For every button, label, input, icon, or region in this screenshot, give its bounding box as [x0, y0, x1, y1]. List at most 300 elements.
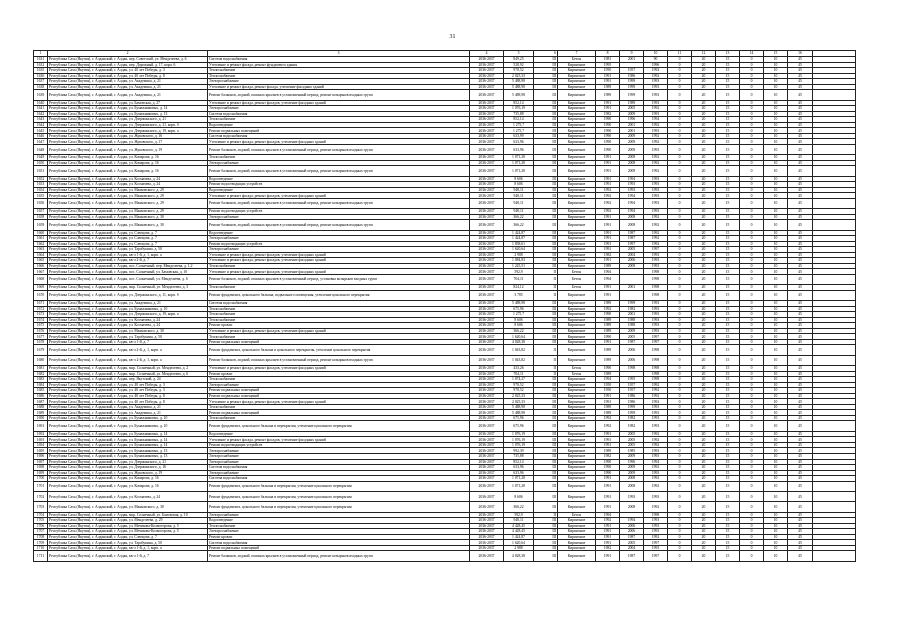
table-cell: 45 — [788, 182, 813, 188]
table-cell: 1 071,28 — [504, 476, 534, 482]
table-cell: Утепление и ремонт фасада, ремонт фасадов, утепление фасадных зданий — [208, 100, 470, 106]
table-cell: III — [534, 534, 558, 540]
table-cell: 1998 — [644, 512, 668, 518]
table-cell: 1991 — [596, 442, 620, 448]
table-cell: 0 — [740, 431, 764, 437]
table-cell: 20 — [692, 68, 716, 74]
table-cell: 45 — [788, 122, 813, 128]
table-cell: 45 — [788, 410, 813, 416]
table-cell: 0 — [740, 117, 764, 123]
table-cell: 1992 — [644, 437, 668, 443]
table-cell: Республика Саха (Якутия), г. Алданский, г. Алдан, ул. Тарабукина, д. 50 — [48, 247, 208, 253]
table-cell: 20 — [692, 382, 716, 388]
table-cell: Кирпичное — [558, 214, 596, 220]
table-cell: 20 — [692, 274, 716, 284]
table-cell: III — [534, 247, 558, 253]
table-cell: 1993 — [644, 421, 668, 431]
table-cell: 2036-2037 — [470, 193, 504, 199]
table-cell: 20 — [692, 263, 716, 269]
table-cell: 2006 — [620, 523, 644, 529]
table-cell: 1993 — [644, 518, 668, 524]
table-cell: 1992 — [596, 421, 620, 431]
table-cell: 2036-2037 — [470, 117, 504, 123]
table-cell: 1997 — [644, 540, 668, 546]
table-cell: 2036-2037 — [470, 312, 504, 318]
table-cell: 0 — [668, 442, 692, 448]
table-cell: 2004 — [620, 252, 644, 258]
table-cell: 0 — [668, 269, 692, 275]
table-cell: III — [534, 431, 558, 437]
table-cell: 675,96 — [504, 306, 534, 312]
table-cell: 849,25 — [504, 57, 534, 63]
table-cell: 366,22 — [504, 502, 534, 512]
table-cell: 10 — [764, 100, 788, 106]
table-cell: 2036-2037 — [470, 545, 504, 551]
table-cell: 10 — [764, 404, 788, 410]
table-cell: Республика Саха (Якутия), г. Алданский, г. Алдан, ул. Космачева, д. 24 — [48, 323, 208, 329]
table-cell: Утепление и ремонт фасада, ремонт фасадов, утепление фасадных зданий — [208, 366, 470, 372]
table-cell: 15 — [716, 551, 740, 561]
table-cell: 0 — [668, 421, 692, 431]
table-cell: 45 — [788, 339, 813, 345]
table-cell: 20 — [692, 465, 716, 471]
table-cell: 0 — [740, 476, 764, 482]
table-cell: 1693 — [34, 437, 48, 443]
table-cell: 1990 — [596, 334, 620, 340]
table-cell: Утепление и ремонт фасада, ремонт фасадов, утепление фасадных зданий — [208, 252, 470, 258]
table-cell: III — [534, 306, 558, 312]
table-cell: 0 — [740, 128, 764, 134]
table-cell: 1982 — [620, 306, 644, 312]
table-cell: 15 — [716, 144, 740, 154]
table-cell: 978,52 — [504, 388, 534, 394]
table-cell: 10 — [764, 214, 788, 220]
table-cell: 1993 — [644, 410, 668, 416]
table-cell: Утепление и ремонт фасада, ремонт фасадов, утепление фасадных зданий — [208, 139, 470, 145]
table-cell: 0 — [668, 312, 692, 318]
table-cell: III — [534, 470, 558, 476]
table-cell: 1982 — [620, 415, 644, 421]
table-cell: III — [534, 106, 558, 112]
table-cell: Республика Саха (Якутия), г. Алданский, г. Алдан, ул. Менделеева, д. 29 — [48, 518, 208, 524]
table-cell: Кирпичное — [558, 382, 596, 388]
table-cell: Электроснабжение — [208, 79, 470, 85]
table-cell: Кирпичное — [558, 476, 596, 482]
table-cell: 20 — [692, 431, 716, 437]
table-cell: II — [534, 274, 558, 284]
table-cell: Утепление и ремонт фасада, ремонт фасадов, утепление фасадных зданий — [208, 399, 470, 405]
table-cell: 0 — [668, 139, 692, 145]
table-cell: 1655 — [34, 193, 48, 199]
table-cell: 15 — [716, 323, 740, 329]
table-cell: 1 084,83 — [504, 258, 534, 264]
table-cell: 1676 — [34, 328, 48, 334]
table-cell: 15 — [716, 512, 740, 518]
table-cell: 1994 — [644, 117, 668, 123]
table-cell: 1993 — [644, 144, 668, 154]
table-cell: 45 — [788, 57, 813, 63]
table-cell: Республика Саха (Якутия), г. Алданский, г. Алдан, ул. 40 лет Победы, д. 8 — [48, 73, 208, 79]
table-cell: Кирпичное — [558, 166, 596, 176]
table-cell: 20 — [692, 523, 716, 529]
table-cell: 2036-2037 — [470, 529, 504, 535]
table-cell: 2009 — [620, 465, 644, 471]
table-cell: Кирпичное — [558, 79, 596, 85]
table-cell: 20 — [692, 73, 716, 79]
table-cell: Теплоснабжение — [208, 155, 470, 161]
table-cell: 0 — [740, 481, 764, 491]
table-cell: 20 — [692, 404, 716, 410]
table-cell: 948,11 — [504, 193, 534, 199]
table-cell: 0 — [740, 155, 764, 161]
table-cell: 15 — [716, 57, 740, 63]
table-cell: 1993 — [644, 470, 668, 476]
table-cell: 1982 — [596, 111, 620, 117]
table-cell: 10 — [764, 491, 788, 501]
table-cell: 1991 — [596, 182, 620, 188]
table-cell: 2036-2037 — [470, 73, 504, 79]
table-cell: 852,14 — [504, 117, 534, 123]
table-cell: 1998 — [644, 366, 668, 372]
table-cell: 1991 — [596, 534, 620, 540]
table-cell: 1992 — [644, 155, 668, 161]
table-cell: 2036-2037 — [470, 182, 504, 188]
table-cell: 10 — [764, 481, 788, 491]
table-cell: 992,39 — [504, 448, 534, 454]
table-cell: 45 — [788, 529, 813, 535]
table-cell: 1987 — [620, 339, 644, 345]
table-cell: Республика Саха (Якутия), г. Алданский, г. Алдан, ул. Комарова, д. 16 — [48, 166, 208, 176]
table-cell: Кирпичное — [558, 198, 596, 208]
table-cell: Республика Саха (Якутия), г. Алданский, г. Алдан, пос. Солнечный, пер. Менделеева, д. 1,2 — [48, 263, 208, 269]
table-cell: Республика Саха (Якутия), г. Алданский, г. Алдан, мкр. Солнечный, ул. Менделеева, д. 6 — [48, 371, 208, 377]
table-cell: 1989 — [596, 90, 620, 100]
table-cell: 20 — [692, 481, 716, 491]
table-cell: Республика Саха (Якутия), г. Алданский, г. Алдан, ул. Академика, д. 21 — [48, 90, 208, 100]
table-cell: 0 — [668, 388, 692, 394]
table-cell: 0 — [740, 540, 764, 546]
table-cell: III — [534, 551, 558, 561]
table-cell: 0 — [668, 187, 692, 193]
table-cell: 2036-2037 — [470, 470, 504, 476]
table-cell: 2005 — [620, 437, 644, 443]
table-cell: 15 — [716, 453, 740, 459]
table-cell: 1999 — [620, 90, 644, 100]
table-cell: 0 — [740, 534, 764, 540]
table-cell: 1 074,27 — [504, 377, 534, 383]
table-cell: 45 — [788, 263, 813, 269]
table-cell: 1993 — [644, 176, 668, 182]
table-cell: 1998 — [644, 377, 668, 383]
page-number: 31 — [449, 34, 456, 40]
table-cell: III — [534, 339, 558, 345]
table-cell: 15 — [716, 523, 740, 529]
table-cell: 10 — [764, 437, 788, 443]
table-cell: Кирпичное — [558, 106, 596, 112]
table-cell: Кирпичное — [558, 84, 596, 90]
table-cell: 2001 — [620, 312, 644, 318]
table-cell: 2036-2037 — [470, 160, 504, 166]
table-cell: 10 — [764, 290, 788, 300]
table-cell: 1994 — [596, 512, 620, 518]
table-cell: 1662 — [34, 241, 48, 247]
table-cell: 0 — [740, 306, 764, 312]
table-cell: 1637 — [34, 79, 48, 85]
table-cell: 15 — [716, 377, 740, 383]
table-cell: 20 — [692, 442, 716, 448]
table-cell: 1998 — [644, 274, 668, 284]
table-cell: 1991 — [596, 247, 620, 253]
table-cell: 45 — [788, 404, 813, 410]
table-cell: 0 — [740, 160, 764, 166]
table-cell: 1989 — [596, 323, 620, 329]
table-cell: 45 — [788, 540, 813, 546]
table-cell: 2036-2037 — [470, 476, 504, 482]
table-cell: 10 — [764, 269, 788, 275]
table-cell: III — [534, 410, 558, 416]
table-cell: Республика Саха (Якутия), г. Алданский, г. Алдан, ул. Маяковского, д. 29 — [48, 187, 208, 193]
table-cell: 20 — [692, 317, 716, 323]
table-cell: 45 — [788, 160, 813, 166]
table-cell: III — [534, 459, 558, 465]
table-cell: 1992 — [596, 193, 620, 199]
table-cell: 15 — [716, 534, 740, 540]
table-cell: 0 — [740, 334, 764, 340]
table-cell: III — [534, 236, 558, 242]
table-cell: III — [534, 187, 558, 193]
table-cell: 1644 — [34, 122, 48, 128]
table-cell: 2036-2037 — [470, 323, 504, 329]
table-cell: 1992 — [596, 415, 620, 421]
table-cell: Республика Саха (Якутия), г. Алданский, г. Алдан, кв-л 1-й, д. 1, корп. а — [48, 252, 208, 258]
table-cell: 0 — [740, 214, 764, 220]
table-cell: 0 — [668, 345, 692, 355]
table-cell: 2008 — [620, 160, 644, 166]
table-cell: 10 — [764, 540, 788, 546]
table-cell: 20 — [692, 371, 716, 377]
table-cell: Республика Саха (Якутия), г. Алданский, г. Алдан, ул. Жуковского, д. 19 — [48, 470, 208, 476]
table-cell: 45 — [788, 534, 813, 540]
table-cell: 20 — [692, 551, 716, 561]
table-cell: 20 — [692, 258, 716, 264]
table-cell: 45 — [788, 306, 813, 312]
table-cell: 1659 — [34, 220, 48, 230]
table-cell: 10 — [764, 371, 788, 377]
table-cell: 0 — [740, 421, 764, 431]
row-filler — [813, 345, 856, 355]
table-cell: III — [534, 84, 558, 90]
table-cell: 15 — [716, 470, 740, 476]
table-cell: 1992 — [644, 236, 668, 242]
table-cell: 2036-2037 — [470, 139, 504, 145]
table-cell: 1992 — [644, 442, 668, 448]
table-cell: 1957 — [620, 68, 644, 74]
table-cell: 1989 — [596, 263, 620, 269]
table-cell: III — [534, 263, 558, 269]
table-cell: Ремонт водоотводящих устройств — [208, 209, 470, 215]
table-cell: III — [534, 209, 558, 215]
table-cell: 20 — [692, 247, 716, 253]
table-cell: 2008 — [620, 214, 644, 220]
table-cell: 45 — [788, 371, 813, 377]
table-cell: 0 — [740, 209, 764, 215]
table-cell: 15 — [716, 393, 740, 399]
table-cell: Республика Саха (Якутия), г. Алданский, г. Алдан, ул. Тарабукина, д. 50 — [48, 334, 208, 340]
table-cell: 10 — [764, 442, 788, 448]
table-cell: 1993 — [644, 187, 668, 193]
table-cell: 1988 — [620, 317, 644, 323]
table-cell: 0 — [740, 317, 764, 323]
table-cell: 1686 — [34, 393, 48, 399]
table-cell: Республика Саха (Якутия), г. Алданский, г. Алдан, ул. 40 лет Победы, д. 3 — [48, 388, 208, 394]
table-cell: 0 — [668, 122, 692, 128]
table-cell: 0 — [668, 247, 692, 253]
row-filler — [813, 90, 856, 100]
table-cell: 3 785 — [504, 290, 534, 300]
table-cell: 1989 — [620, 100, 644, 106]
table-cell: 20 — [692, 290, 716, 300]
table-cell: 633,96 — [504, 144, 534, 154]
table-cell: Кирпичное — [558, 160, 596, 166]
table-cell: 8 606 — [504, 323, 534, 329]
table-cell: 1692 — [34, 431, 48, 437]
table-cell: 20 — [692, 345, 716, 355]
table-cell: 1641 — [34, 106, 48, 112]
table-cell: Республика Саха (Якутия), г. Алданский, г. Алдан, ул. Дзержинского, д. 19, корп. а — [48, 312, 208, 318]
table-cell: 1992 — [644, 166, 668, 176]
table-row — [34, 481, 856, 491]
table-cell: 1701 — [34, 481, 48, 491]
table-cell: III — [534, 214, 558, 220]
table-cell: 1994 — [596, 274, 620, 284]
table-cell: 20 — [692, 176, 716, 182]
table-cell: 45 — [788, 481, 813, 491]
table-cell: 45 — [788, 128, 813, 134]
table-cell: 1679 — [34, 345, 48, 355]
table-cell: Республика Саха (Якутия), г. Алданский, г. Алдан, ул. Маяковского, д. 30 — [48, 220, 208, 230]
table-cell: 1992 — [644, 476, 668, 482]
table-cell: 1991 — [596, 155, 620, 161]
table-cell: III — [534, 160, 558, 166]
table-cell: Теплоснабжение — [208, 404, 470, 410]
table-cell: 20 — [692, 236, 716, 242]
table-cell: 2036-2037 — [470, 214, 504, 220]
table-cell: III — [534, 176, 558, 182]
table-cell: 1993 — [644, 323, 668, 329]
table-cell: 0 — [740, 551, 764, 561]
table-cell: III — [534, 476, 558, 482]
table-cell: 948,11 — [504, 198, 534, 208]
table-cell: 10 — [764, 323, 788, 329]
table-cell: 20 — [692, 355, 716, 365]
table-cell: Республика Саха (Якутия), г. Алданский, г. Алдан, ул. Бумажниковых, д. 14 — [48, 442, 208, 448]
table-cell: Республика Саха (Якутия), г. Алданский, г. Алдан, ул. Слепцова, д. 7 — [48, 534, 208, 540]
column-number: 11 — [668, 51, 692, 57]
table-cell: 15 — [716, 155, 740, 161]
table-cell: 10 — [764, 166, 788, 176]
table-cell: 1639 — [34, 90, 48, 100]
table-cell: 0 — [740, 545, 764, 551]
table-cell: 0 — [740, 459, 764, 465]
table-cell: Ремонт подвальных помещений — [208, 128, 470, 134]
table-cell: 0 — [740, 274, 764, 284]
table-cell: Кирпичное — [558, 111, 596, 117]
table-cell: 8 606 — [504, 176, 534, 182]
table-row — [34, 355, 856, 365]
table-cell: 15 — [716, 182, 740, 188]
table-cell: 1657 — [34, 209, 48, 215]
table-cell: 0 — [668, 476, 692, 482]
table-cell: 10 — [764, 57, 788, 63]
table-cell: 0 — [668, 459, 692, 465]
column-number: 6 — [534, 51, 558, 57]
table-cell: 1 076,19 — [504, 431, 534, 437]
table-cell: 1992 — [644, 133, 668, 139]
table-cell: 20 — [692, 198, 716, 208]
table-cell: 0 — [740, 312, 764, 318]
table-cell: III — [534, 133, 558, 139]
table-cell: III — [534, 220, 558, 230]
table-cell: 8 606 — [504, 317, 534, 323]
table-cell: 2036-2037 — [470, 236, 504, 242]
table-cell: 0 — [740, 502, 764, 512]
table-cell: 0 — [740, 106, 764, 112]
table-cell: 1992 — [644, 382, 668, 388]
table-cell: 0 — [668, 545, 692, 551]
table-cell: 1707 — [34, 529, 48, 535]
table-cell: 1991 — [596, 551, 620, 561]
table-cell: 1991 — [596, 230, 620, 236]
table-cell: 0 — [668, 155, 692, 161]
table-cell: 10 — [764, 476, 788, 482]
table-cell: 15 — [716, 371, 740, 377]
table-cell: Бетон — [558, 269, 596, 275]
table-cell: 20 — [692, 241, 716, 247]
table-cell: 1993 — [644, 193, 668, 199]
table-cell: Кирпичное — [558, 491, 596, 501]
table-cell: Республика Саха (Якутия), г. Алданский, г. Алдан, ул. Бумажниковых, д. 13 — [48, 111, 208, 117]
table-cell: III — [534, 100, 558, 106]
table-cell: Кирпичное — [558, 301, 596, 307]
table-cell: 2036-2037 — [470, 404, 504, 410]
table-row — [34, 90, 856, 100]
table-cell: 0 — [668, 193, 692, 199]
table-cell: Бетон — [558, 285, 596, 291]
table-cell: Ремонт водоотводящих устройств — [208, 182, 470, 188]
table-cell: Республика Саха (Якутия), г. Алданский, г. Алдан, ул. Мечикова-Колмогорова, д. 5 — [48, 529, 208, 535]
table-cell: II — [534, 512, 558, 518]
table-cell: Кирпичное — [558, 263, 596, 269]
table-cell: 2036-2037 — [470, 285, 504, 291]
table-cell: 1998 — [620, 366, 644, 372]
column-number: 4 — [470, 51, 504, 57]
table-cell: 20 — [692, 306, 716, 312]
table-cell: 0 — [740, 79, 764, 85]
table-cell: 2036-2037 — [470, 388, 504, 394]
table-cell: Кирпичное — [558, 393, 596, 399]
table-cell: III — [534, 465, 558, 471]
table-cell: 1989 — [596, 317, 620, 323]
table-cell: 1992 — [644, 241, 668, 247]
table-cell: Республика Саха (Якутия), г. Алданский, г. Алдан, ул. Дзержинского, д. 16 — [48, 465, 208, 471]
table-cell: 2036-2037 — [470, 410, 504, 416]
table-cell: 10 — [764, 512, 788, 518]
table-cell: 2036-2037 — [470, 269, 504, 275]
table-cell: 366,22 — [504, 214, 534, 220]
table-cell: 45 — [788, 144, 813, 154]
table-cell: 20 — [692, 128, 716, 134]
table-cell: Республика Саха (Якутия), г. Алданский, г. Алдан, ул. Бумажниковых, д. 14 — [48, 431, 208, 437]
